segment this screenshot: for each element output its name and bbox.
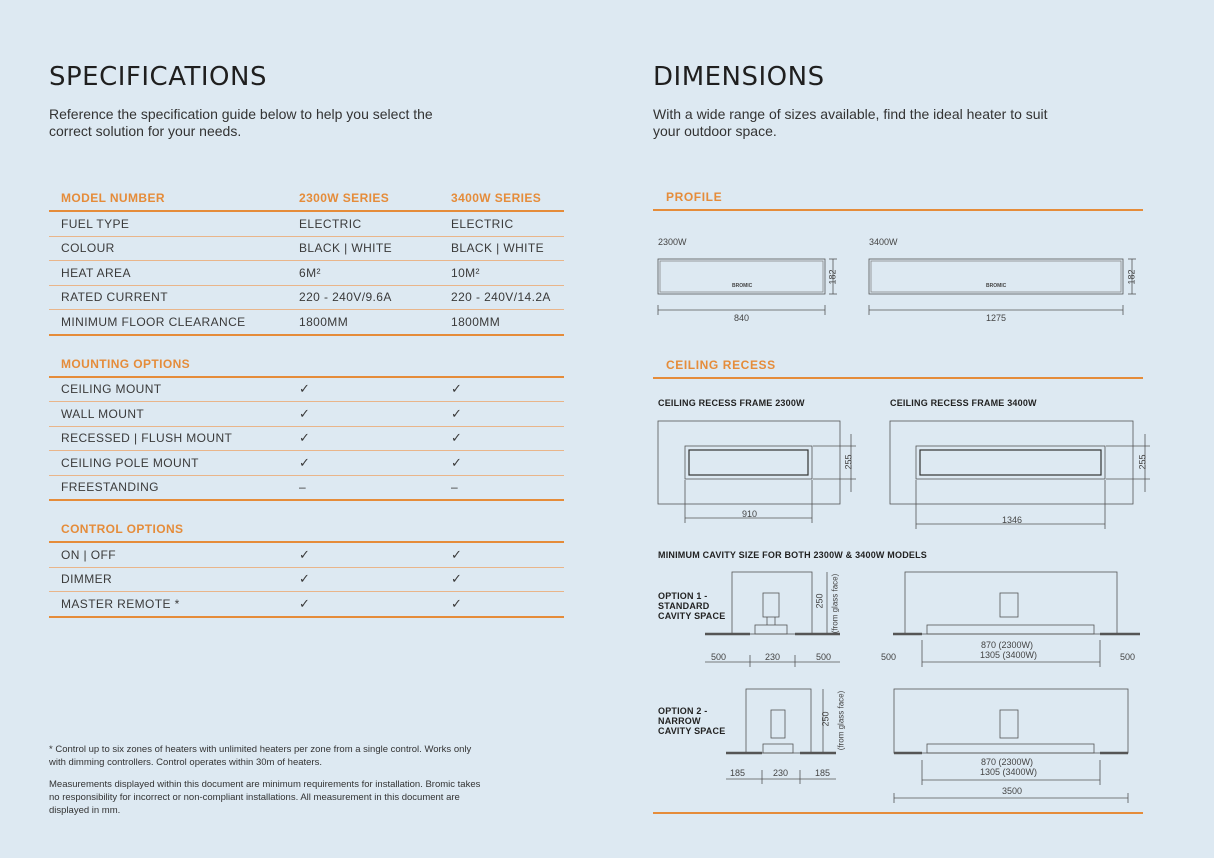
bromic-logo: BROMIC	[986, 283, 1007, 289]
option2-total: 3500	[1002, 786, 1023, 796]
option1-right-large: 500	[1120, 652, 1136, 662]
cavity-option2-large	[894, 689, 1128, 753]
check-icon: ✓	[287, 426, 439, 451]
header-3400w: 3400W SERIES	[439, 186, 564, 211]
recess-height-3400: 255	[1137, 454, 1148, 470]
option1-left: 500	[711, 652, 727, 662]
table-row: CEILING MOUNT ✓ ✓	[49, 377, 564, 402]
option1-label: OPTION 1 - STANDARD CAVITY SPACE	[658, 591, 726, 621]
table-row: ON | OFF ✓ ✓	[49, 542, 564, 567]
table-row: MASTER REMOTE * ✓ ✓	[49, 592, 564, 617]
header-model-number: MODEL NUMBER	[49, 186, 287, 211]
recess-width-3400: 1346	[1002, 515, 1023, 525]
check-icon: ✓	[287, 377, 439, 402]
option1-right: 500	[816, 652, 832, 662]
specifications-intro: Reference the specification guide below to help you select the correct solution for your needs.	[49, 106, 433, 139]
mounting-options-header: MOUNTING OPTIONS	[49, 352, 564, 377]
option1-width-2300: 870 (2300W)	[981, 640, 1034, 650]
check-icon: ✓	[287, 592, 439, 617]
option2-height-note: (from glass face)	[836, 690, 846, 751]
profile-label-2300: 2300W	[658, 237, 687, 247]
recess-width-2300: 910	[742, 509, 758, 519]
option2-mid: 230	[773, 768, 789, 778]
option2-width-3400: 1305 (3400W)	[980, 767, 1038, 777]
profile-width-2300: 840	[734, 313, 750, 323]
option1-mid: 230	[765, 652, 781, 662]
dimensions-intro: With a wide range of sizes available, find the ideal heater to suit your outdoor space.	[653, 106, 1048, 139]
cavity-option2-small	[746, 689, 811, 753]
option1-height-note: (from glass face)	[830, 573, 840, 634]
table-row: CEILING POLE MOUNT ✓ ✓	[49, 451, 564, 476]
header-2300w: 2300W SERIES	[287, 186, 439, 211]
check-icon: ✓	[439, 592, 564, 617]
dimensions-title: DIMENSIONS	[653, 62, 825, 92]
table-row: COLOUR BLACK | WHITE BLACK | WHITE	[49, 236, 564, 261]
check-icon: ✓	[439, 377, 564, 402]
profile-width-3400: 1275	[986, 313, 1007, 323]
option1-left-large: 500	[881, 652, 897, 662]
ceiling-recess-title: CEILING RECESS	[653, 358, 1143, 379]
recess-label-2300: CEILING RECESS FRAME 2300W	[658, 398, 805, 408]
table-row: DIMMER ✓ ✓	[49, 567, 564, 592]
check-icon: ✓	[439, 451, 564, 476]
option2-right: 185	[815, 768, 831, 778]
option2-height: 250	[820, 711, 831, 727]
option1-height: 250	[814, 593, 825, 609]
check-icon: ✓	[287, 542, 439, 567]
footnote-remote: * Control up to six zones of heaters with unlimited heaters per zone from a single control. Works only with dimming controllers. Control operates within 30m of heaters.	[49, 744, 472, 768]
recess-label-3400: CEILING RECESS FRAME 3400W	[890, 398, 1037, 408]
table-row: HEAT AREA 6M² 10M²	[49, 261, 564, 286]
table-row: FUEL TYPE ELECTRIC ELECTRIC	[49, 211, 564, 236]
option1-width-3400: 1305 (3400W)	[980, 650, 1038, 660]
option2-width-2300: 870 (2300W)	[981, 757, 1034, 767]
check-icon: ✓	[439, 567, 564, 592]
table-row: MINIMUM FLOOR CLEARANCE 1800MM 1800MM	[49, 310, 564, 335]
cavity-title: MINIMUM CAVITY SIZE FOR BOTH 2300W & 3400W MODELS	[658, 550, 927, 560]
check-icon: ✓	[439, 426, 564, 451]
footnote-measurements: Measurements displayed within this document are minimum requirements for installation. Bromic takes no responsibility for incorrect or non-compliant installations. All measurement in this document are displayed in mm.	[49, 779, 481, 816]
check-icon: ✓	[287, 451, 439, 476]
bromic-logo: BROMIC	[732, 283, 753, 289]
recess-frame-3400	[890, 421, 1133, 504]
check-icon: ✓	[287, 567, 439, 592]
profile-title: PROFILE	[653, 190, 1143, 211]
table-row: FREESTANDING – –	[49, 475, 564, 500]
table-row: RECESSED | FLUSH MOUNT ✓ ✓	[49, 426, 564, 451]
check-icon: ✓	[287, 402, 439, 427]
table-row: WALL MOUNT ✓ ✓	[49, 402, 564, 427]
control-options-header: CONTROL OPTIONS	[49, 517, 564, 542]
specifications-title: SPECIFICATIONS	[49, 62, 267, 92]
recess-height-2300: 255	[843, 454, 854, 470]
profile-height-2300: 182	[827, 269, 838, 285]
check-icon: ✓	[439, 402, 564, 427]
option2-label: OPTION 2 - NARROW CAVITY SPACE	[658, 706, 726, 736]
profile-label-3400: 3400W	[869, 237, 898, 247]
option2-left: 185	[730, 768, 746, 778]
table-row: RATED CURRENT 220 - 240V/9.6A 220 - 240V/14.2A	[49, 285, 564, 310]
check-icon: ✓	[439, 542, 564, 567]
profile-height-3400: 182	[1126, 269, 1137, 285]
